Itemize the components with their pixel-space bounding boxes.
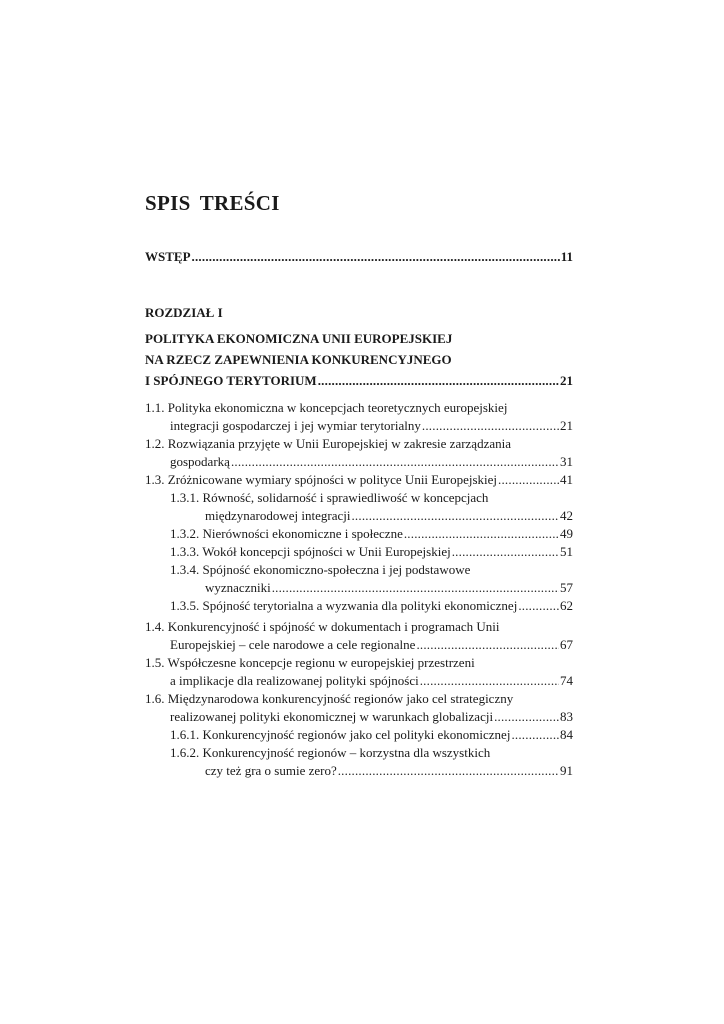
toc-entry-1-3[interactable] bbox=[145, 472, 573, 488]
toc-entry-1-1[interactable] bbox=[170, 418, 573, 434]
toc-entry-text: czy też gra o sumie zero? bbox=[205, 763, 337, 778]
toc-entry-1-2[interactable] bbox=[170, 454, 573, 470]
chapter-title-line: I SPÓJNEGO TERYTORIUM bbox=[145, 373, 317, 388]
toc-entry-text: 1.3.1. Równość, solidarność i sprawiedliwość w koncepcjach bbox=[170, 490, 489, 505]
toc-entry-1-3-1[interactable] bbox=[205, 508, 573, 524]
toc-page-number: 57 bbox=[560, 580, 573, 595]
toc-entry-1-6-1[interactable] bbox=[170, 727, 573, 743]
toc-entry-text: wyznaczniki bbox=[205, 580, 271, 595]
toc-entry-chapter[interactable] bbox=[145, 373, 573, 389]
toc-page-number: 21 bbox=[560, 418, 573, 433]
toc-entry-text: integracji gospodarczej i jej wymiar terytorialny bbox=[170, 418, 421, 433]
toc-title: SPIS TREŚCI bbox=[145, 191, 280, 215]
toc-page-number: 83 bbox=[560, 709, 573, 724]
toc-entry-text: 1.6. Międzynarodowa konkurencyjność regionów jako cel strategiczny bbox=[145, 691, 514, 706]
toc-entry-text: 1.5. Współczesne koncepcje regionu w europejskiej przestrzeni bbox=[145, 655, 475, 670]
toc-page-number: 49 bbox=[560, 526, 573, 541]
leader-dots bbox=[231, 454, 559, 470]
toc-entry-text: 1.3.3. Wokół koncepcji spójności w Unii Europejskiej bbox=[170, 544, 451, 559]
toc-entry-text: a implikacje dla realizowanej polityki spójności bbox=[170, 673, 419, 688]
leader-dots bbox=[351, 508, 559, 524]
toc-entry-1-3-2[interactable] bbox=[170, 526, 573, 542]
toc-entry-intro[interactable] bbox=[145, 249, 573, 265]
leader-dots bbox=[404, 526, 559, 542]
chapter-title-line: POLITYKA EKONOMICZNA UNII EUROPEJSKIEJ bbox=[145, 331, 453, 346]
toc-entry-text: realizowanej polityki ekonomicznej w warunkach globalizacji bbox=[170, 709, 494, 724]
chapter-title-line: NA RZECZ ZAPEWNIENIA KONKURENCYJNEGO bbox=[145, 352, 452, 367]
leader-dots bbox=[338, 763, 559, 779]
toc-page-number: 51 bbox=[560, 544, 573, 559]
toc-entry-1-5[interactable] bbox=[170, 673, 573, 689]
toc-entry-text: 1.3.5. Spójność terytorialna a wyzwania dla polityki ekonomicznej bbox=[170, 598, 518, 613]
leader-dots bbox=[422, 418, 559, 434]
leader-dots bbox=[192, 249, 560, 265]
toc-page-number: 42 bbox=[560, 508, 573, 523]
toc-page-number: 91 bbox=[560, 763, 573, 778]
leader-dots bbox=[518, 598, 559, 614]
toc-entry-text: 1.6.1. Konkurencyjność regionów jako cel polityki ekonomicznej bbox=[170, 727, 511, 742]
toc-entry-text: 1.3.4. Spójność ekonomiczno-społeczna i jej podstawowe bbox=[170, 562, 471, 577]
toc-entry-1-3-4[interactable] bbox=[205, 580, 573, 596]
toc-entry-text: 1.2. Rozwiązania przyjęte w Unii Europejskiej w zakresie zarządzania bbox=[145, 436, 511, 451]
leader-dots bbox=[420, 673, 559, 689]
toc-page-number: 21 bbox=[560, 373, 573, 388]
toc-entry-text: gospodarką bbox=[170, 454, 230, 469]
toc-entry-text: Europejskiej – cele narodowe a cele regionalne bbox=[170, 637, 416, 652]
toc-page-number: 74 bbox=[560, 673, 573, 688]
toc-page-number: 84 bbox=[560, 727, 573, 742]
leader-dots bbox=[452, 544, 559, 560]
toc-entry-text: 1.3.2. Nierówności ekonomiczne i społeczne bbox=[170, 526, 403, 541]
toc-entry-text: międzynarodowej integracji bbox=[205, 508, 351, 523]
toc-entry-text: 1.4. Konkurencyjność i spójność w dokumentach i programach Unii bbox=[145, 619, 500, 634]
toc-entry-text: 1.3. Zróżnicowane wymiary spójności w polityce Unii Europejskiej bbox=[145, 472, 498, 487]
toc-entry-1-3-5[interactable] bbox=[170, 598, 573, 614]
toc-page-number: 31 bbox=[560, 454, 573, 469]
toc-entry-text: 1.1. Polityka ekonomiczna w koncepcjach teoretycznych europejskiej bbox=[145, 400, 508, 415]
toc-page-number: 11 bbox=[560, 249, 573, 264]
leader-dots bbox=[511, 727, 559, 743]
chapter-label: ROZDZIAŁ I bbox=[145, 305, 223, 320]
toc-page-number: 67 bbox=[560, 637, 573, 652]
leader-dots bbox=[416, 637, 559, 653]
leader-dots bbox=[318, 373, 559, 389]
toc-page-number: 41 bbox=[560, 472, 573, 487]
toc-entry-1-4[interactable] bbox=[170, 637, 573, 653]
toc-entry-1-3-3[interactable] bbox=[170, 544, 573, 560]
leader-dots bbox=[272, 580, 559, 596]
toc-entry-1-6[interactable] bbox=[170, 709, 573, 725]
toc-entry-1-6-2[interactable] bbox=[205, 763, 573, 779]
toc-entry-text: 1.6.2. Konkurencyjność regionów – korzystna dla wszystkich bbox=[170, 745, 491, 760]
toc-entry-label: WSTĘP bbox=[145, 249, 191, 264]
toc-page-number: 62 bbox=[560, 598, 573, 613]
leader-dots bbox=[498, 472, 559, 488]
leader-dots bbox=[494, 709, 559, 725]
